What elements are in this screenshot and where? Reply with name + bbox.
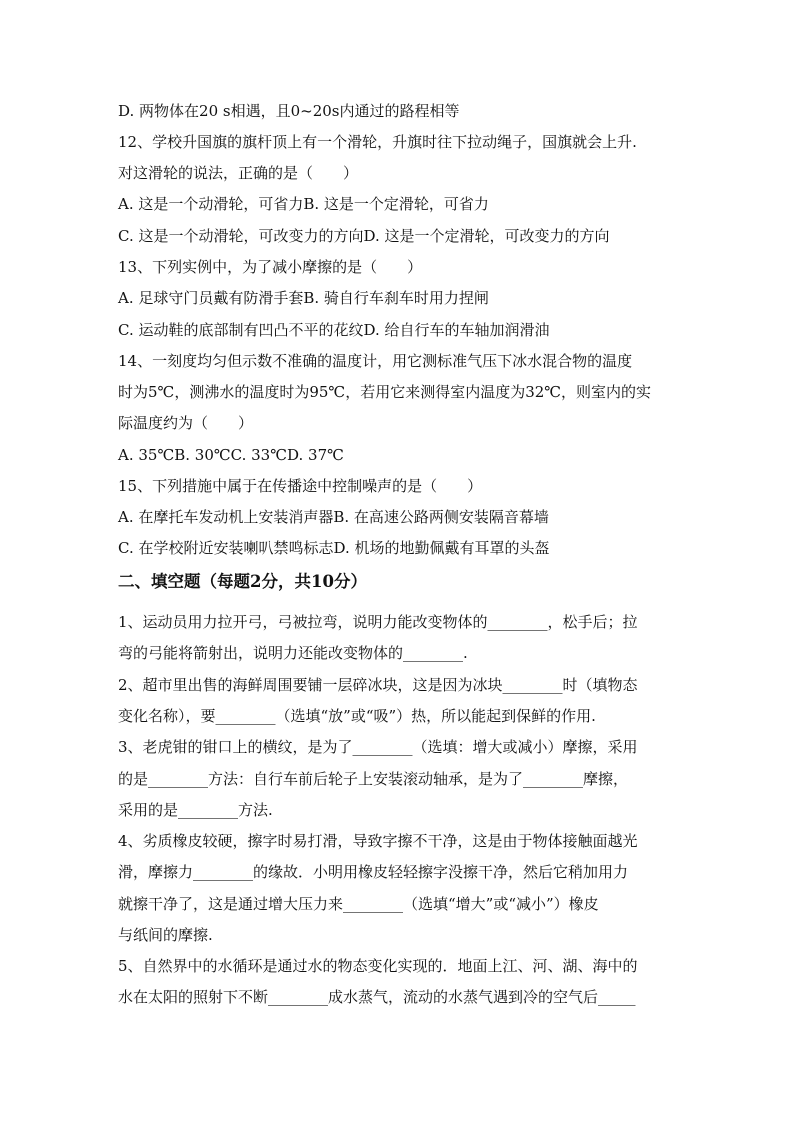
question-12-options-cd: C. 这是一个动滑轮，可改变力的方向D. 这是一个定滑轮，可改变力的方向 — [118, 227, 610, 245]
fill-question-4-line-3: 就擦干净了，这是通过增大压力来________（选填“增大”或“减小”）橡皮 — [118, 895, 599, 913]
fill-question-4-line-4: 与纸间的摩擦. — [118, 926, 213, 944]
question-14-line-3: 际温度约为（ ） — [118, 414, 254, 432]
fill-question-1-line-1: 1、运动员用力拉开弓，弓被拉弯，说明力能改变物体的________，松手后；拉 — [118, 613, 638, 631]
fill-question-3-line-1: 3、老虎钳的钳口上的横纹，是为了________（选填：增大或减小）摩擦，采用 — [118, 738, 638, 756]
fill-question-5-line-1: 5、自然界中的水循环是通过水的物态变化实现的．地面上江、河、湖、海中的 — [118, 957, 638, 975]
fill-question-2-line-2: 变化名称），要________（选填“放”或“吸”）热，所以能起到保鲜的作用. — [118, 707, 596, 725]
question-12-line-1: 12、学校升国旗的旗杆顶上有一个滑轮，升旗时往下拉动绳子，国旗就会上升. — [118, 133, 637, 151]
question-14-options: A. 35℃B. 30℃C. 33℃D. 37℃ — [118, 446, 344, 464]
question-15-options-cd: C. 在学校附近安装喇叭禁鸣标志D. 机场的地勤佩戴有耳罩的头盔 — [118, 539, 550, 557]
question-13-options-cd: C. 运动鞋的底部制有凹凸不平的花纹D. 给自行车的车轴加润滑油 — [118, 321, 550, 339]
fill-question-5-line-2: 水在太阳的照射下不断________成水蒸气，流动的水蒸气遇到冷的空气后_____ — [118, 988, 636, 1006]
question-14-line-2: 时为5℃，测沸水的温度时为95℃，若用它来测得室内温度为32℃，则室内的实 — [118, 383, 652, 401]
fill-question-1-line-2: 弯的弓能将箭射出，说明力还能改变物体的________. — [118, 644, 468, 662]
fill-question-4-line-2: 滑，摩擦力________的缘故．小明用橡皮轻轻擦字没擦干净，然后它稍加用力 — [118, 863, 629, 881]
question-15-options-ab: A. 在摩托车发动机上安装消声器B. 在高速公路两侧安装隔音幕墙 — [118, 508, 549, 526]
question-12-line-2: 对这滑轮的说法，正确的是（ ） — [118, 164, 359, 182]
fill-question-3-line-3: 采用的是________方法. — [118, 801, 273, 819]
fill-question-3-line-2: 的是________方法：自行车前后轮子上安装滚动轴承，是为了________摩擦， — [118, 770, 629, 788]
question-13-line-1: 13、下列实例中，为了减小摩擦的是（ ） — [118, 258, 423, 276]
question-13-options-ab: A. 足球守门员戴有防滑手套B. 骑自行车刹车时用力捏闸 — [118, 289, 489, 307]
question-15-line-1: 15、下列措施中属于在传播途中控制噪声的是（ ） — [118, 477, 483, 495]
option-line-11d: D. 两物体在20 s相遇，且0~20s内通过的路程相等 — [118, 102, 460, 120]
question-12-options-ab: A. 这是一个动滑轮，可省力B. 这是一个定滑轮，可省力 — [118, 195, 489, 213]
question-14-line-1: 14、一刻度均匀但示数不准确的温度计，用它测标准气压下冰水混合物的温度 — [118, 352, 633, 370]
fill-question-4-line-1: 4、劣质橡皮较硬，擦字时易打滑，导致字擦不干净，这是由于物体接触面越光 — [118, 832, 638, 850]
section-2-heading: 二、填空题（每题2分，共10分） — [118, 572, 367, 591]
fill-question-2-line-1: 2、超市里出售的海鲜周围要铺一层碎冰块，这是因为冰块________时（填物态 — [118, 676, 638, 694]
